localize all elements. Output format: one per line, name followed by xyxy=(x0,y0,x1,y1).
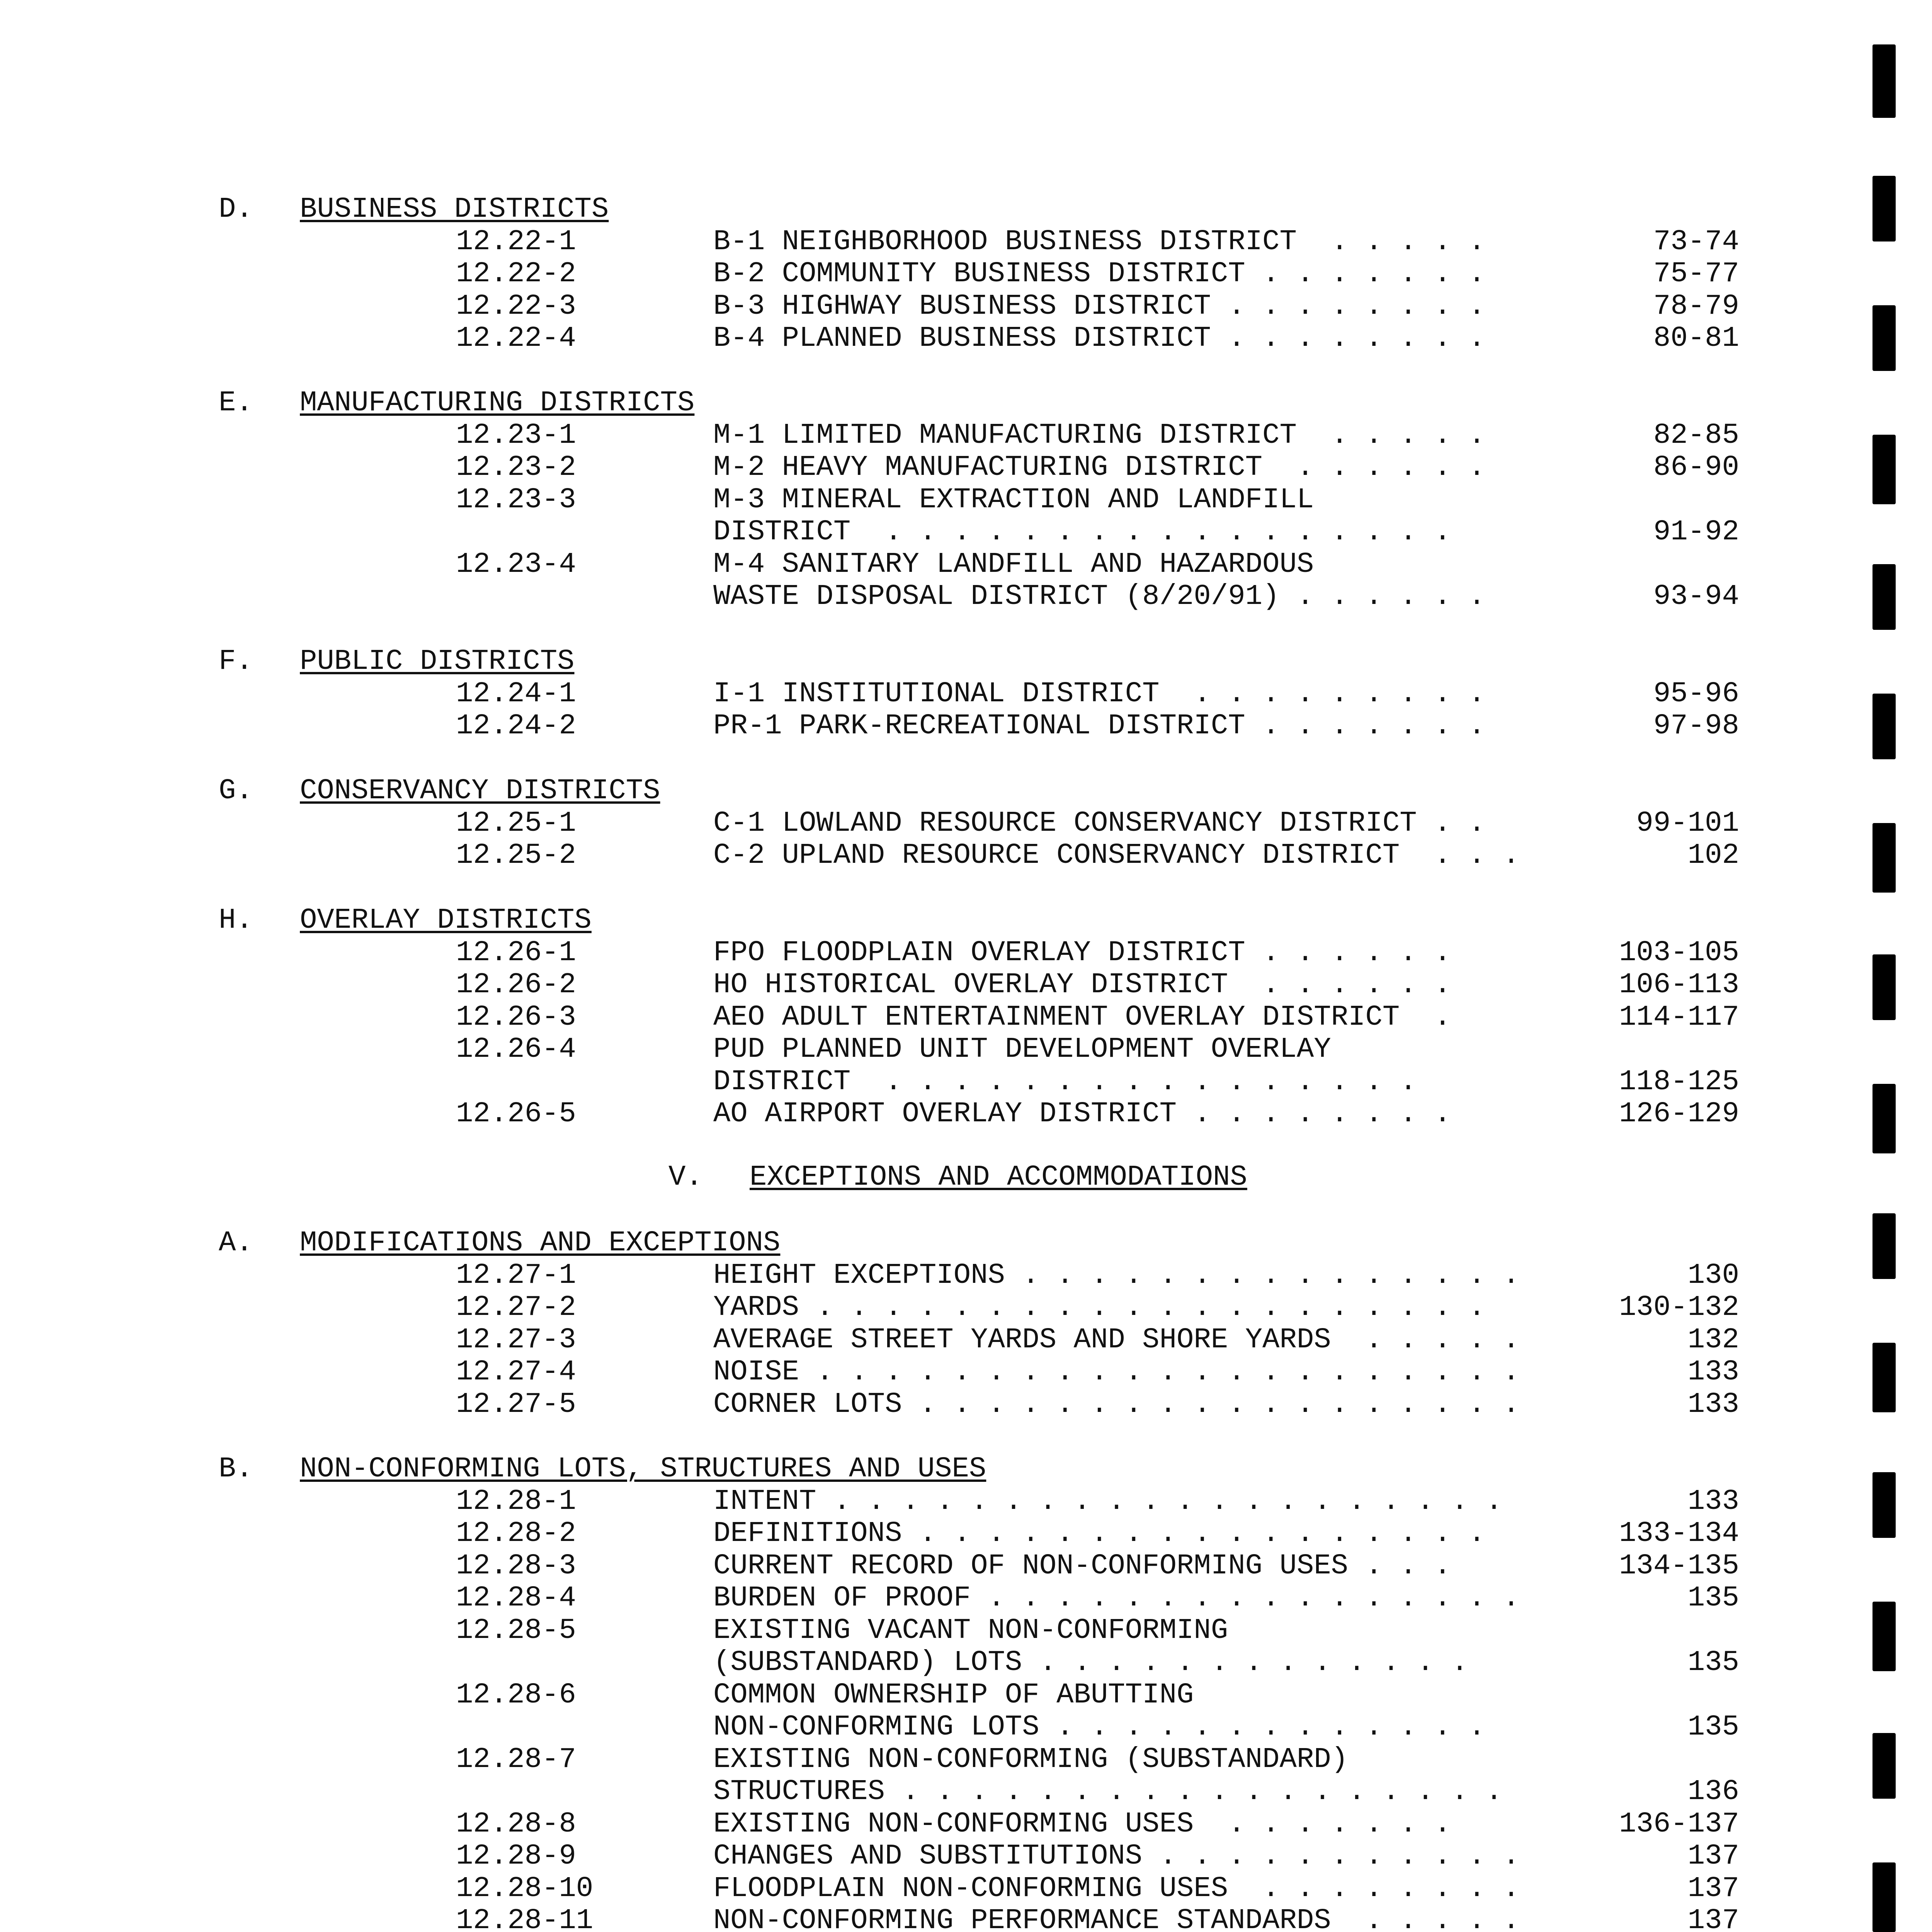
section-title: CONSERVANCY DISTRICTS xyxy=(300,775,660,807)
entry-number: 12.28-5 xyxy=(456,1614,576,1647)
entry-title xyxy=(713,807,1485,840)
binding-hole-mark xyxy=(1872,1602,1896,1671)
entry-number: 12.28-3 xyxy=(456,1549,576,1582)
dot-leader: . . xyxy=(1417,807,1486,840)
entry-title xyxy=(713,1743,1348,1776)
entry-title xyxy=(713,419,1485,452)
entry-number: 12.28-1 xyxy=(456,1485,576,1518)
entry-title xyxy=(713,1905,1520,1932)
entry-title xyxy=(713,1485,1503,1518)
entry-title-text: EXISTING NON-CONFORMING (SUBSTANDARD) xyxy=(713,1743,1349,1776)
entry-title-text: C-1 LOWLAND RESOURCE CONSERVANCY DISTRICT xyxy=(713,807,1417,840)
entry-number: 12.23-3 xyxy=(456,483,576,516)
page-reference: 133 xyxy=(1687,1388,1739,1421)
entry-title-text: M-4 SANITARY LANDFILL AND HAZARDOUS xyxy=(713,548,1314,581)
page-reference: 103-105 xyxy=(1619,936,1739,969)
dot-leader: . . . . . . . . xyxy=(1211,322,1486,355)
page-reference: 82-85 xyxy=(1653,419,1739,452)
dot-leader: . . . . . . . . xyxy=(1228,1872,1520,1905)
page-reference: 135 xyxy=(1687,1711,1739,1743)
entry-title-text: M-3 MINERAL EXTRACTION AND LANDFILL xyxy=(713,483,1314,516)
dot-leader: . . . . . . . . . . . . . . . . . . . . xyxy=(816,1485,1503,1518)
entry-title-text: B-1 NEIGHBORHOOD BUSINESS DISTRICT xyxy=(713,225,1297,258)
entry-title xyxy=(713,1840,1520,1872)
binding-hole-mark xyxy=(1872,435,1896,504)
entry-number: 12.24-2 xyxy=(456,710,576,742)
entry-number: 12.27-4 xyxy=(456,1356,576,1388)
page-reference: 135 xyxy=(1687,1582,1739,1614)
entry-title-text: PUD PLANNED UNIT DEVELOPMENT OVERLAY xyxy=(713,1033,1331,1066)
entry-number: 12.24-1 xyxy=(456,677,576,710)
page-reference: 97-98 xyxy=(1653,710,1739,742)
entry-title-text: NON-CONFORMING PERFORMANCE STANDARDS xyxy=(713,1905,1331,1932)
entry-title xyxy=(713,1808,1451,1840)
section-letter: H. xyxy=(219,904,253,937)
entry-title xyxy=(713,1388,1520,1421)
dot-leader: . . . . . . . . . . . . . . . . . xyxy=(902,1517,1486,1550)
entry-title xyxy=(713,1776,1503,1808)
part-title: EXCEPTIONS AND ACCOMMODATIONS xyxy=(750,1161,1247,1194)
binding-hole-mark xyxy=(1872,1733,1896,1799)
entry-number: 12.23-2 xyxy=(456,451,576,484)
binding-hole-mark xyxy=(1872,1084,1896,1153)
page-reference: 137 xyxy=(1687,1840,1739,1872)
page-reference: 133-134 xyxy=(1619,1517,1739,1550)
binding-hole-mark xyxy=(1872,1862,1896,1932)
entry-number: 12.28-6 xyxy=(456,1679,576,1711)
entry-title xyxy=(713,580,1485,613)
entry-number: 12.26-4 xyxy=(456,1033,576,1066)
section-title: BUSINESS DISTRICTS xyxy=(300,193,609,226)
entry-number: 12.23-4 xyxy=(456,548,576,581)
dot-leader: . . . . . . . . . . . . . xyxy=(1022,1646,1468,1679)
dot-leader: . . . . . . . . . . . . . . . . xyxy=(971,1582,1520,1614)
page-reference: 134-135 xyxy=(1619,1549,1739,1582)
entry-number: 12.28-4 xyxy=(456,1582,576,1614)
entry-title xyxy=(713,1517,1485,1550)
entry-title-text: I-1 INSTITUTIONAL DISTRICT xyxy=(713,677,1160,710)
entry-title-text: HO HISTORICAL OVERLAY DISTRICT xyxy=(713,969,1228,1001)
entry-title-text: DISTRICT xyxy=(713,516,851,548)
dot-leader: . . . . . . . . xyxy=(1211,290,1486,323)
dot-leader: . . . . . xyxy=(1296,419,1486,452)
entry-title xyxy=(713,1324,1520,1356)
entry-title-text: EXISTING VACANT NON-CONFORMING xyxy=(713,1614,1228,1647)
section-title: MANUFACTURING DISTRICTS xyxy=(300,387,695,419)
dot-leader: . . . . . . . . . xyxy=(1159,677,1486,710)
dot-leader: . . . . . . . . . . . xyxy=(1142,1840,1520,1872)
section-letter: A. xyxy=(219,1227,253,1259)
entry-number: 12.25-2 xyxy=(456,839,576,872)
dot-leader: . . . . . . . . . . . . . . . . . . xyxy=(902,1388,1520,1421)
entry-number: 12.27-2 xyxy=(456,1291,576,1324)
binding-hole-mark xyxy=(1872,564,1896,630)
binding-hole-mark xyxy=(1872,176,1896,242)
entry-title-text: STRUCTURES xyxy=(713,1776,885,1808)
entry-number: 12.28-2 xyxy=(456,1517,576,1550)
entry-number: 12.27-1 xyxy=(456,1259,576,1292)
entry-title-text: NOISE xyxy=(713,1356,799,1388)
page-reference: 137 xyxy=(1687,1905,1739,1932)
entry-number: 12.26-2 xyxy=(456,969,576,1001)
section-title: PUBLIC DISTRICTS xyxy=(300,645,575,678)
section-letter: G. xyxy=(219,775,253,807)
entry-title xyxy=(713,451,1485,484)
page-reference: 132 xyxy=(1687,1323,1739,1356)
dot-leader: . . . . . . . xyxy=(1245,258,1486,290)
page-reference: 80-81 xyxy=(1653,322,1739,355)
entry-title xyxy=(713,1066,1417,1098)
page-reference: 133 xyxy=(1687,1356,1739,1388)
dot-leader: . . . . . xyxy=(1331,1323,1520,1356)
dot-leader: . . . . . xyxy=(1331,1905,1520,1932)
entry-title-text: PR-1 PARK-RECREATIONAL DISTRICT xyxy=(713,710,1245,742)
entry-title xyxy=(713,969,1451,1001)
entry-title-text: CHANGES AND SUBSTITUTIONS xyxy=(713,1840,1143,1872)
entry-title-text: INTENT xyxy=(713,1485,816,1518)
dot-leader: . . . . . . . xyxy=(1194,1808,1451,1840)
part-numeral: V. xyxy=(668,1161,703,1194)
entry-number: 12.23-1 xyxy=(456,419,576,452)
entry-title xyxy=(713,710,1485,742)
entry-title xyxy=(713,1646,1468,1679)
entry-title-text: B-4 PLANNED BUSINESS DISTRICT xyxy=(713,322,1211,355)
section-letter: E. xyxy=(219,387,253,419)
entry-number: 12.28-8 xyxy=(456,1808,576,1840)
page-reference: 114-117 xyxy=(1619,1001,1739,1034)
entry-number: 12.22-2 xyxy=(456,258,576,290)
page-reference: 78-79 xyxy=(1653,290,1739,323)
binding-hole-mark xyxy=(1872,44,1896,118)
page-reference: 93-94 xyxy=(1653,580,1739,613)
section-letter: D. xyxy=(219,193,253,226)
page-reference: 91-92 xyxy=(1653,516,1739,548)
entry-title xyxy=(713,1001,1451,1034)
entry-title-text: DEFINITIONS xyxy=(713,1517,902,1550)
entry-number: 12.27-5 xyxy=(456,1388,576,1421)
page-reference: 75-77 xyxy=(1653,258,1739,290)
page-reference: 133 xyxy=(1687,1485,1739,1518)
entry-title-text: B-3 HIGHWAY BUSINESS DISTRICT xyxy=(713,290,1211,323)
binding-hole-mark xyxy=(1872,1472,1896,1538)
entry-title-text: NON-CONFORMING LOTS xyxy=(713,1711,1039,1743)
entry-title-text: YARDS xyxy=(713,1291,799,1324)
entry-number: 12.28-11 xyxy=(456,1905,594,1932)
entry-title-text: WASTE DISPOSAL DISTRICT (8/20/91) xyxy=(713,580,1280,613)
dot-leader: . . . . . . xyxy=(1262,451,1486,484)
entry-title-text: HEIGHT EXCEPTIONS xyxy=(713,1259,1005,1292)
entry-title-text: DISTRICT xyxy=(713,1065,851,1098)
dot-leader: . . . . . . . . . . . . . . . . xyxy=(850,1065,1417,1098)
entry-title xyxy=(713,290,1485,323)
entry-title xyxy=(713,226,1485,258)
dot-leader: . . . . . . . . . . . . . . . . . xyxy=(850,516,1451,548)
entry-number: 12.26-1 xyxy=(456,936,576,969)
page-reference: 135 xyxy=(1687,1646,1739,1679)
entry-title xyxy=(713,1259,1520,1292)
page-reference: 86-90 xyxy=(1653,451,1739,484)
entry-title xyxy=(713,1679,1194,1711)
entry-title xyxy=(713,1550,1451,1582)
entry-title-text: M-2 HEAVY MANUFACTURING DISTRICT xyxy=(713,451,1263,484)
entry-title xyxy=(713,678,1485,710)
page-reference: 95-96 xyxy=(1653,677,1739,710)
entry-title xyxy=(713,484,1314,516)
entry-title-text: FPO FLOODPLAIN OVERLAY DISTRICT xyxy=(713,936,1245,969)
entry-title-text: BURDEN OF PROOF xyxy=(713,1582,971,1614)
page-reference: 73-74 xyxy=(1653,225,1739,258)
dot-leader: . . . . . . xyxy=(1228,969,1451,1001)
section-title: OVERLAY DISTRICTS xyxy=(300,904,592,937)
entry-title-text: AVERAGE STREET YARDS AND SHORE YARDS xyxy=(713,1323,1331,1356)
entry-number: 12.22-4 xyxy=(456,322,576,355)
dot-leader: . . . . . . . . . . . . . xyxy=(1039,1711,1486,1743)
dot-leader: . . . . . . . . . . . . . . . . . . . . . xyxy=(799,1356,1520,1388)
entry-number: 12.26-5 xyxy=(456,1098,576,1130)
entry-number: 12.26-3 xyxy=(456,1001,576,1034)
entry-title xyxy=(713,1356,1520,1388)
entry-number: 12.28-10 xyxy=(456,1872,594,1905)
entry-title xyxy=(713,1614,1228,1647)
entry-title-text: C-2 UPLAND RESOURCE CONSERVANCY DISTRICT xyxy=(713,839,1400,872)
entry-number: 12.28-9 xyxy=(456,1840,576,1872)
entry-title xyxy=(713,937,1451,969)
dot-leader: . . . . . xyxy=(1296,225,1486,258)
page-reference: 126-129 xyxy=(1619,1098,1739,1130)
dot-leader: . . . . . . . . . . . . . . . . . . xyxy=(885,1776,1503,1808)
page-reference: 130 xyxy=(1687,1259,1739,1292)
entry-title xyxy=(713,1872,1520,1905)
section-letter: B. xyxy=(219,1453,253,1485)
binding-hole-mark xyxy=(1872,305,1896,371)
entry-number: 12.25-1 xyxy=(456,807,576,840)
dot-leader: . . . . . . . . . . . . . . . . . . . . xyxy=(799,1291,1486,1324)
page-reference: 102 xyxy=(1687,839,1739,872)
entry-title xyxy=(713,258,1485,290)
page-reference: 106-113 xyxy=(1619,969,1739,1001)
dot-leader: . . . . . . . . xyxy=(1177,1098,1451,1130)
dot-leader: . . . xyxy=(1348,1549,1451,1582)
entry-title xyxy=(713,1711,1485,1743)
entry-title-text: FLOODPLAIN NON-CONFORMING USES xyxy=(713,1872,1228,1905)
page-reference: 136-137 xyxy=(1619,1808,1739,1840)
binding-hole-mark xyxy=(1872,1213,1896,1279)
entry-number: 12.28-7 xyxy=(456,1743,576,1776)
entry-title xyxy=(713,1033,1331,1066)
entry-title xyxy=(713,548,1314,581)
entry-title xyxy=(713,1291,1485,1324)
dot-leader: . . . . . . xyxy=(1279,580,1486,613)
dot-leader: . . . . . . . . . . . . . . . xyxy=(1005,1259,1520,1292)
entry-title-text: COMMON OWNERSHIP OF ABUTTING xyxy=(713,1679,1194,1711)
entry-title xyxy=(713,1582,1520,1614)
entry-title-text: M-1 LIMITED MANUFACTURING DISTRICT xyxy=(713,419,1297,452)
page-reference: 130-132 xyxy=(1619,1291,1739,1324)
entry-title xyxy=(713,1098,1451,1130)
page-reference: 137 xyxy=(1687,1872,1739,1905)
binding-hole-mark xyxy=(1872,954,1896,1020)
dot-leader: . xyxy=(1400,1001,1451,1034)
dot-leader: . . . . . . . xyxy=(1245,710,1486,742)
entry-number: 12.22-1 xyxy=(456,225,576,258)
entry-number: 12.22-3 xyxy=(456,290,576,323)
section-title: NON-CONFORMING LOTS, STRUCTURES AND USES xyxy=(300,1453,986,1485)
section-letter: F. xyxy=(219,645,253,678)
entry-title-text: AEO ADULT ENTERTAINMENT OVERLAY DISTRICT xyxy=(713,1001,1400,1034)
entry-title xyxy=(713,516,1451,548)
entry-title-text: (SUBSTANDARD) LOTS xyxy=(713,1646,1022,1679)
entry-title-text: EXISTING NON-CONFORMING USES xyxy=(713,1808,1194,1840)
entry-title xyxy=(713,322,1485,355)
page-reference: 136 xyxy=(1687,1776,1739,1808)
entry-title-text: AO AIRPORT OVERLAY DISTRICT xyxy=(713,1098,1177,1130)
binding-hole-mark xyxy=(1872,694,1896,759)
entry-title xyxy=(713,839,1520,872)
entry-title-text: CORNER LOTS xyxy=(713,1388,902,1421)
entry-number: 12.27-3 xyxy=(456,1323,576,1356)
section-title: MODIFICATIONS AND EXCEPTIONS xyxy=(300,1227,781,1259)
dot-leader: . . . . . . xyxy=(1245,936,1451,969)
dot-leader: . . . xyxy=(1400,839,1520,872)
entry-title-text: CURRENT RECORD OF NON-CONFORMING USES xyxy=(713,1549,1349,1582)
page-reference: 118-125 xyxy=(1619,1065,1739,1098)
entry-title-text: B-2 COMMUNITY BUSINESS DISTRICT xyxy=(713,258,1245,290)
page-reference: 99-101 xyxy=(1636,807,1739,840)
binding-hole-mark xyxy=(1872,1343,1896,1412)
binding-hole-mark xyxy=(1872,823,1896,893)
